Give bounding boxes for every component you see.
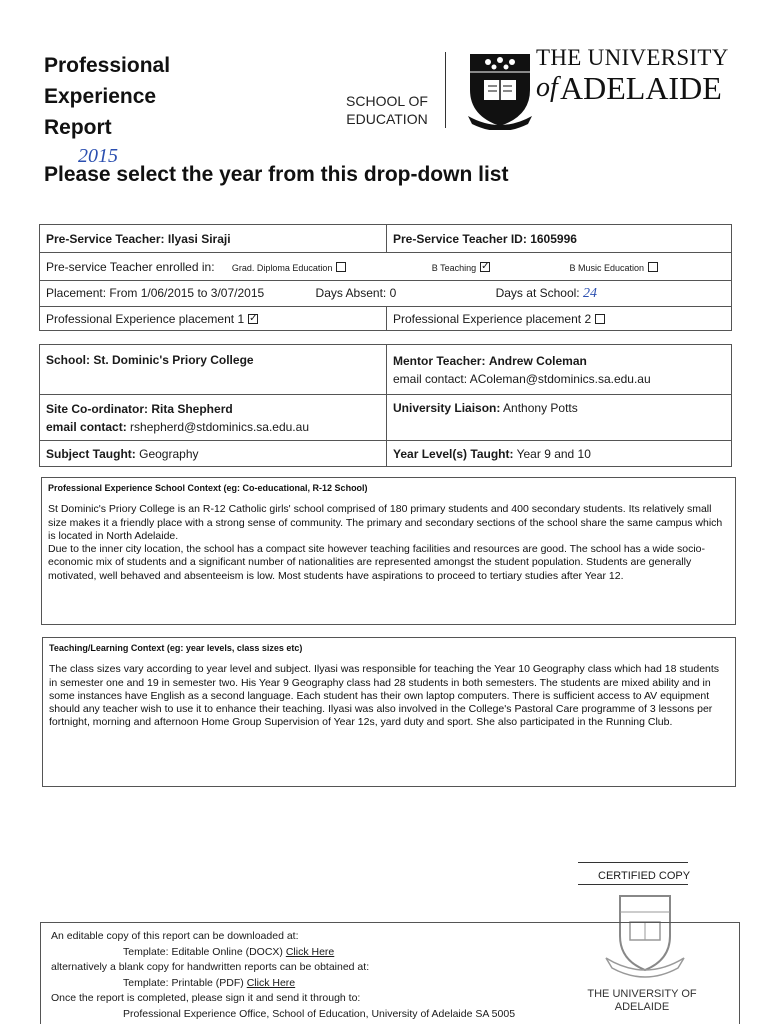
- placement-2-cell: Professional Experience placement 2: [387, 307, 732, 331]
- pdf-template-link[interactable]: Click Here: [246, 976, 296, 989]
- teacher-id-cell: Pre-Service Teacher ID: 1605996: [387, 225, 732, 253]
- subject-cell: Subject Taught: Geography: [40, 441, 387, 467]
- school-cell: School: St. Dominic's Priory College: [40, 345, 387, 395]
- b-music-checkbox[interactable]: [648, 262, 658, 272]
- certified-line-bottom: [578, 884, 688, 885]
- placement-2-checkbox[interactable]: [595, 314, 605, 324]
- b-teaching-checkbox[interactable]: ✓: [481, 261, 490, 273]
- certified-copy-label: CERTIFIED COPY: [598, 870, 691, 882]
- report-title: Professional Experience Report: [44, 54, 171, 139]
- footer-instructions: An editable copy of this report can be downloaded at: Template: Editable Online (DOCX) Click Here alternatively a blank copy for handwritten reports can be obtained at: Template: Printable (PDF) Click Here Once the report is completed, please sign it and send it through to: Professional Experience Office, School of Education, University of Adelaide SA 5005: [40, 922, 740, 1024]
- placement-1-cell: Professional Experience placement 1 ✓: [40, 307, 387, 331]
- site-coordinator-cell: Site Co-ordinator: Rita Shepherd email contact: rshepherd@stdominics.sa.edu.au: [40, 395, 387, 441]
- header-divider: [445, 52, 446, 128]
- mentor-email[interactable]: AColeman@stdominics.sa.edu.au: [469, 371, 651, 386]
- teaching-context-box: Teaching/Learning Context (eg: year levels, class sizes etc) The class sizes vary according to year level and subject. Ilyasi was responsible for teaching the Year 10 Geography class which had 18 students in semester one and 19 in semester two. His Year 9 Geography class had 28 students in both semesters. The students are mixed ability and in some instances have English as a second language. Each student has their own laptop computers. There is sufficient access to AV equipment should any teacher wish to use it to enhance their teaching. Ilyasi was also involved in the College's Pastoral Care programme of 3 lessons per fortnight, morning and afternoon Home Group Supervision of Year 12s, yard duty and sport. She also participated in the Running Club.: [42, 637, 736, 787]
- teaching-context-para-1: The class sizes vary according to year level and subject. Ilyasi was responsible for teaching the Year 10 Geography class which had 18 students in semester one and 19 in semester two. His Year 9 Geography class had 28 students in both semesters. The students are mixed ability and in some instances have English as a second language. Each student has their own laptop computers. There is sufficient access to AV equipment should any teacher wish to use it to enhance their teaching. Ilyasi was also involved in the College's Pastoral Care programme of 3 lessons per fortnight, morning and afternoon Home Group Supervision of Year 12s, yard duty and sport. She also participated in the Running Club.: [49, 663, 720, 729]
- teacher-details-table: [39, 224, 732, 331]
- site-email[interactable]: rshepherd@stdominics.sa.edu.au: [130, 419, 309, 434]
- liaison-cell: University Liaison: Anthony Potts: [387, 395, 732, 441]
- school-context-box: Professional Experience School Context (eg: Co-educational, R-12 School) St Dominic's Priory College is an R-12 Catholic girls' school comprised of 180 primary students and 400 secondary students. Its relatively small size makes it a friendly place with a strong sense of community. The primary and secondary sections of the school share the same campus which is located in North Adelaide. Due to the inner city location, the school has a compact site however teaching facilities and resources are good. The school has a wide socio-economic mix of students and a significant number of nationalities are represented amongst the student population. Students are generally motivated, well behaved and absenteeism is low. Most students have aspirations to proceed to tertiary studies after Year 12.: [41, 477, 736, 625]
- year-dropdown-prompt[interactable]: Please select the year from this drop-down list: [44, 163, 509, 186]
- school-context-para-1: St Dominic's Priory College is an R-12 Catholic girls' school comprised of 180 primary students and 400 secondary students. Its relatively small size makes it a friendly place with a strong sense of community. The primary and secondary sections of the school share the same campus which is located in North Adelaide.: [48, 503, 723, 542]
- handwritten-year: 2015: [78, 145, 118, 167]
- school-of-education: SCHOOL OF EDUCATION: [346, 93, 428, 127]
- teacher-name-cell: Pre-Service Teacher: Ilyasi Siraji: [40, 225, 387, 253]
- placement-row: Placement: From 1/06/2015 to 3/07/2015 Days Absent: 0 Days at School: 24: [40, 281, 732, 307]
- year-level-cell: Year Level(s) Taught: Year 9 and 10: [387, 441, 732, 467]
- seal-university-text: THE UNIVERSITY OF ADELAIDE: [587, 988, 697, 1013]
- school-details-table: [39, 344, 732, 467]
- mentor-cell: Mentor Teacher: Andrew Coleman email contact: AColeman@stdominics.sa.edu.au: [387, 345, 732, 395]
- university-of: of: [536, 72, 558, 103]
- university-name-top: THE UNIVERSITY: [536, 45, 729, 70]
- school-context-para-2: Due to the inner city location, the school has a compact site however teaching facilities and resources are good. The school has a wide socio-economic mix of students and a significant number of nationalities are represented amongst the student population. Students are generally motivated, well behaved and absenteeism is low. Most students have aspirations to proceed to tertiary studies after Year 12.: [48, 543, 706, 582]
- university-crest-icon: [466, 50, 534, 130]
- enrolled-row: Pre-service Teacher enrolled in: Grad. Diploma Education B Teaching ✓ B Music Education: [40, 253, 732, 281]
- days-at-school-handwritten: 24: [582, 285, 597, 301]
- certified-line-top: [578, 862, 688, 863]
- grad-diploma-checkbox[interactable]: [336, 262, 346, 272]
- placement-1-checkbox[interactable]: ✓: [249, 313, 258, 325]
- university-name: ADELAIDE: [560, 70, 722, 106]
- docx-template-link[interactable]: Click Here: [285, 945, 335, 958]
